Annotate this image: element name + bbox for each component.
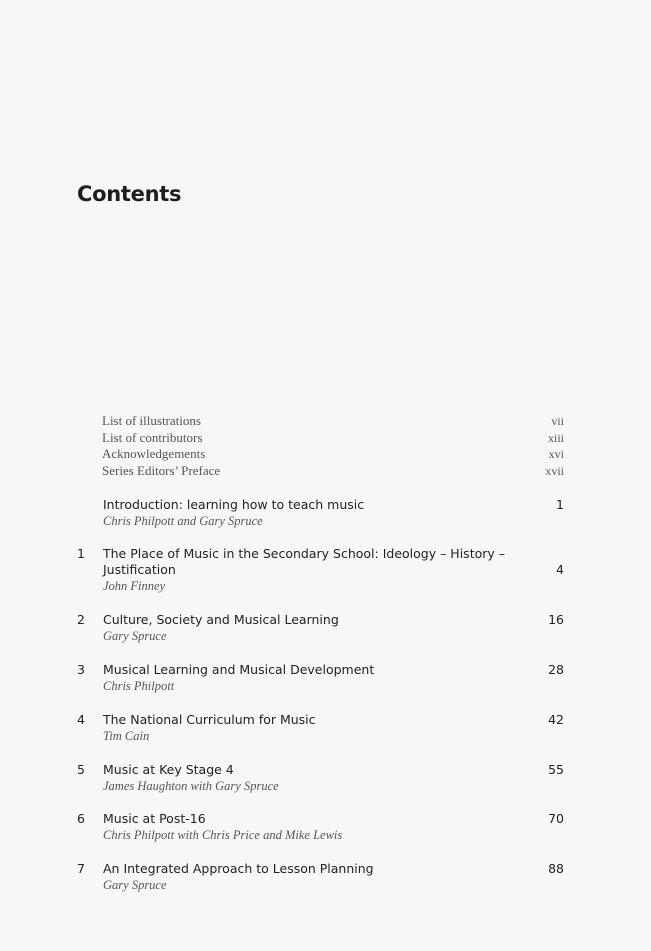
chapter-author: Chris Philpott and Gary Spruce <box>103 514 263 528</box>
chapter-author: Tim Cain <box>103 729 150 743</box>
chapter-title: Culture, Society and Musical Learning <box>103 612 339 627</box>
chapter-number: 3 <box>77 662 85 677</box>
chapter-title: Music at Key Stage 4 <box>103 762 234 777</box>
front-matter-item <box>102 463 564 480</box>
front-matter-page: xvii <box>545 463 564 478</box>
chapter-title: An Integrated Approach to Lesson Planning <box>103 861 374 876</box>
chapter-author: Gary Spruce <box>103 878 167 892</box>
chapter-author: James Haughton with Gary Spruce <box>103 779 279 793</box>
toc-entry-chapter-3 <box>77 662 564 694</box>
front-matter-label: List of contributors <box>102 429 203 445</box>
toc-entry-introduction <box>77 497 564 529</box>
front-matter-page: vii <box>551 414 564 428</box>
chapter-page: 88 <box>548 861 564 876</box>
chapter-number: 4 <box>77 712 85 727</box>
toc-entry-chapter-2 <box>77 612 564 644</box>
front-matter-item <box>102 413 564 430</box>
toc-entry-chapter-7 <box>77 861 564 893</box>
front-matter-list <box>102 413 564 479</box>
toc-entry-chapter-6 <box>77 811 564 843</box>
chapter-page: 28 <box>548 662 564 677</box>
chapter-page: 70 <box>548 811 564 826</box>
chapter-number: 7 <box>77 861 85 876</box>
chapter-author: John Finney <box>103 579 166 593</box>
chapter-title: The Place of Music in the Secondary School: Ideology – History – Justification <box>103 546 506 577</box>
chapter-page: 42 <box>548 712 564 727</box>
chapter-number: 2 <box>77 612 85 627</box>
toc-entry-chapter-1 <box>77 546 564 594</box>
front-matter-item <box>102 446 564 463</box>
front-matter-label: List of illustrations <box>102 413 201 428</box>
toc-entry-chapter-5 <box>77 762 564 794</box>
chapter-author: Chris Philpott with Chris Price and Mike Lewis <box>103 828 343 842</box>
chapter-page: 1 <box>556 497 564 512</box>
front-matter-page: xvi <box>548 447 564 461</box>
chapter-title: Musical Learning and Musical Development <box>103 662 375 677</box>
chapter-author: Gary Spruce <box>103 629 167 643</box>
front-matter-label: Acknowledgements <box>102 446 206 461</box>
chapter-title: Music at Post-16 <box>103 811 206 826</box>
chapter-title: Introduction: learning how to teach music <box>103 497 365 512</box>
chapter-number: 5 <box>77 762 85 777</box>
front-matter-page: xiii <box>547 430 564 445</box>
front-matter-label: Series Editors’ Preface <box>102 462 221 478</box>
page-title: Contents <box>77 182 182 206</box>
front-matter-item <box>102 430 564 447</box>
chapter-title: The National Curriculum for Music <box>103 712 316 727</box>
chapter-number: 1 <box>77 546 85 561</box>
chapter-page: 16 <box>548 612 564 627</box>
chapter-author: Chris Philpott <box>103 679 175 693</box>
chapter-number: 6 <box>77 811 85 826</box>
chapter-page: 55 <box>548 762 564 777</box>
chapter-page: 4 <box>556 562 564 577</box>
toc-entry-chapter-4 <box>77 712 564 744</box>
